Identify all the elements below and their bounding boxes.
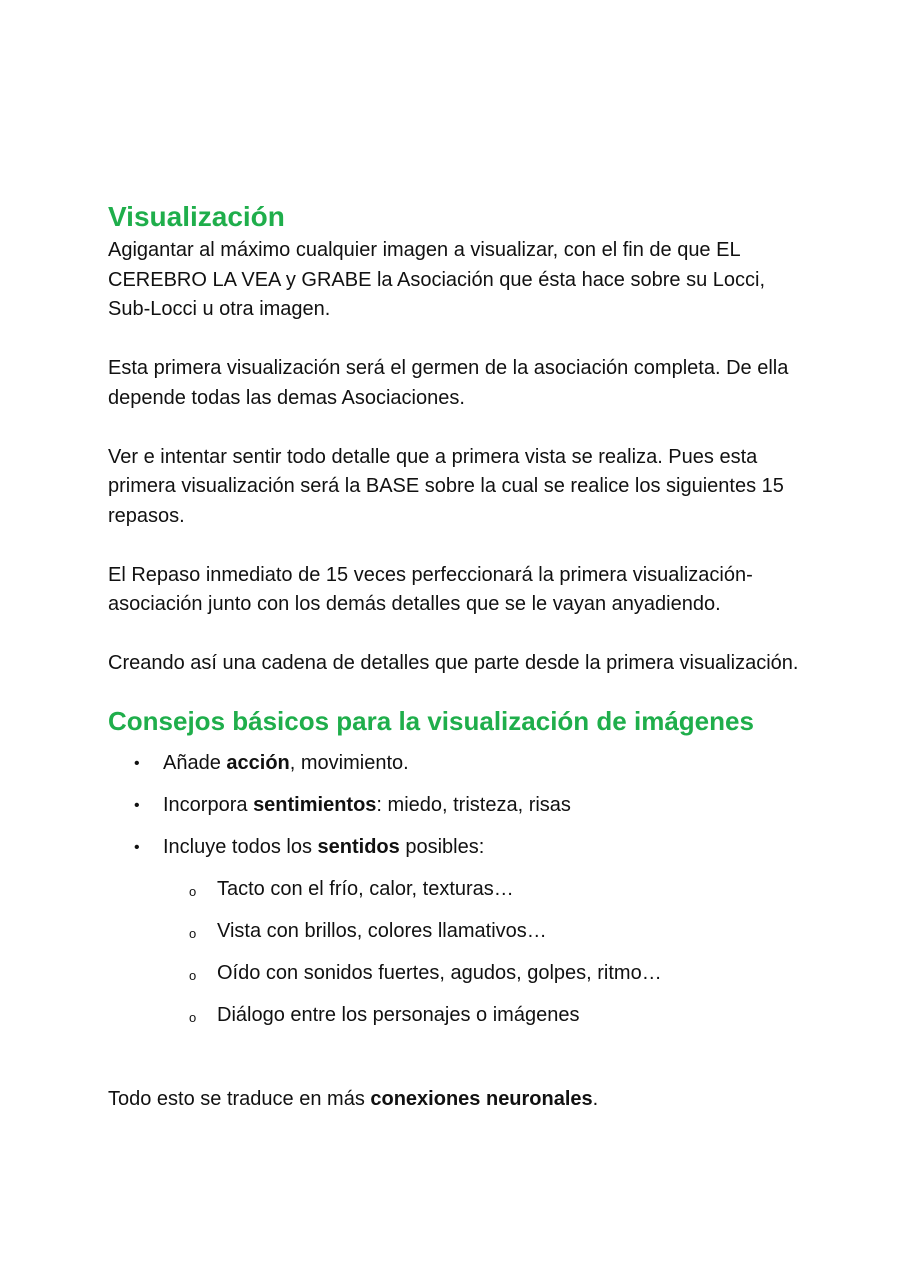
senses-sublist [108,875,808,1030]
list-item: • Incorpora sentimientos: miedo, tristeza, risas [108,791,808,820]
circle-bullet-icon: o [189,883,197,899]
paragraph-repaso: El Repaso inmediato de 15 veces perfeccionará la primera visualización-asociación junto con los demás detalles que se le vayan anyadiendo. [108,563,753,615]
sub-list-item: o Diálogo entre los personajes o imágenes [108,1001,808,1030]
list-item: • Incluye todos los sentidos posibles: [108,833,808,862]
section-subtitle: Consejos básicos para la visualización de imágenes [108,705,754,736]
circle-bullet-icon: o [189,925,197,941]
bullet-icon: • [134,796,140,814]
list-item: • Añade acción, movimiento. [108,749,808,778]
paragraph-germen: Esta primera visualización será el germen de la asociación completa. De ella depende todas las demas Asociaciones. [108,357,789,409]
sub-list-item: o Tacto con el frío, calor, texturas… [108,875,808,904]
page-title: Visualización [108,201,285,232]
paragraph-intro: Agigantar al máximo cualquier imagen a visualizar, con el fin de que EL CEREBRO LA VEA y GRABE la Asociación que ésta hace sobre su Locci, Sub-Locci u otra imagen. [108,239,766,320]
document-page [108,198,808,1114]
circle-bullet-icon: o [189,1009,197,1025]
bullet-icon: • [134,754,140,772]
sub-list-item: o Vista con brillos, colores llamativos… [108,917,808,946]
paragraph-base: Ver e intentar sentir todo detalle que a primera vista se realiza. Pues esta primera visualización será la BASE sobre la cual se realice los siguientes 15 repasos. [108,445,784,527]
sub-list-item: o Oído con sonidos fuertes, agudos, golpes, ritmo… [108,959,808,988]
paragraph-cadena: Creando así una cadena de detalles que parte desde la primera visualización. [108,652,799,674]
bullet-icon: • [134,838,140,856]
circle-bullet-icon: o [189,967,197,983]
tips-list [108,749,808,862]
closing-sentence: Todo esto se traduce en más conexiones neuronales. [108,1087,599,1110]
